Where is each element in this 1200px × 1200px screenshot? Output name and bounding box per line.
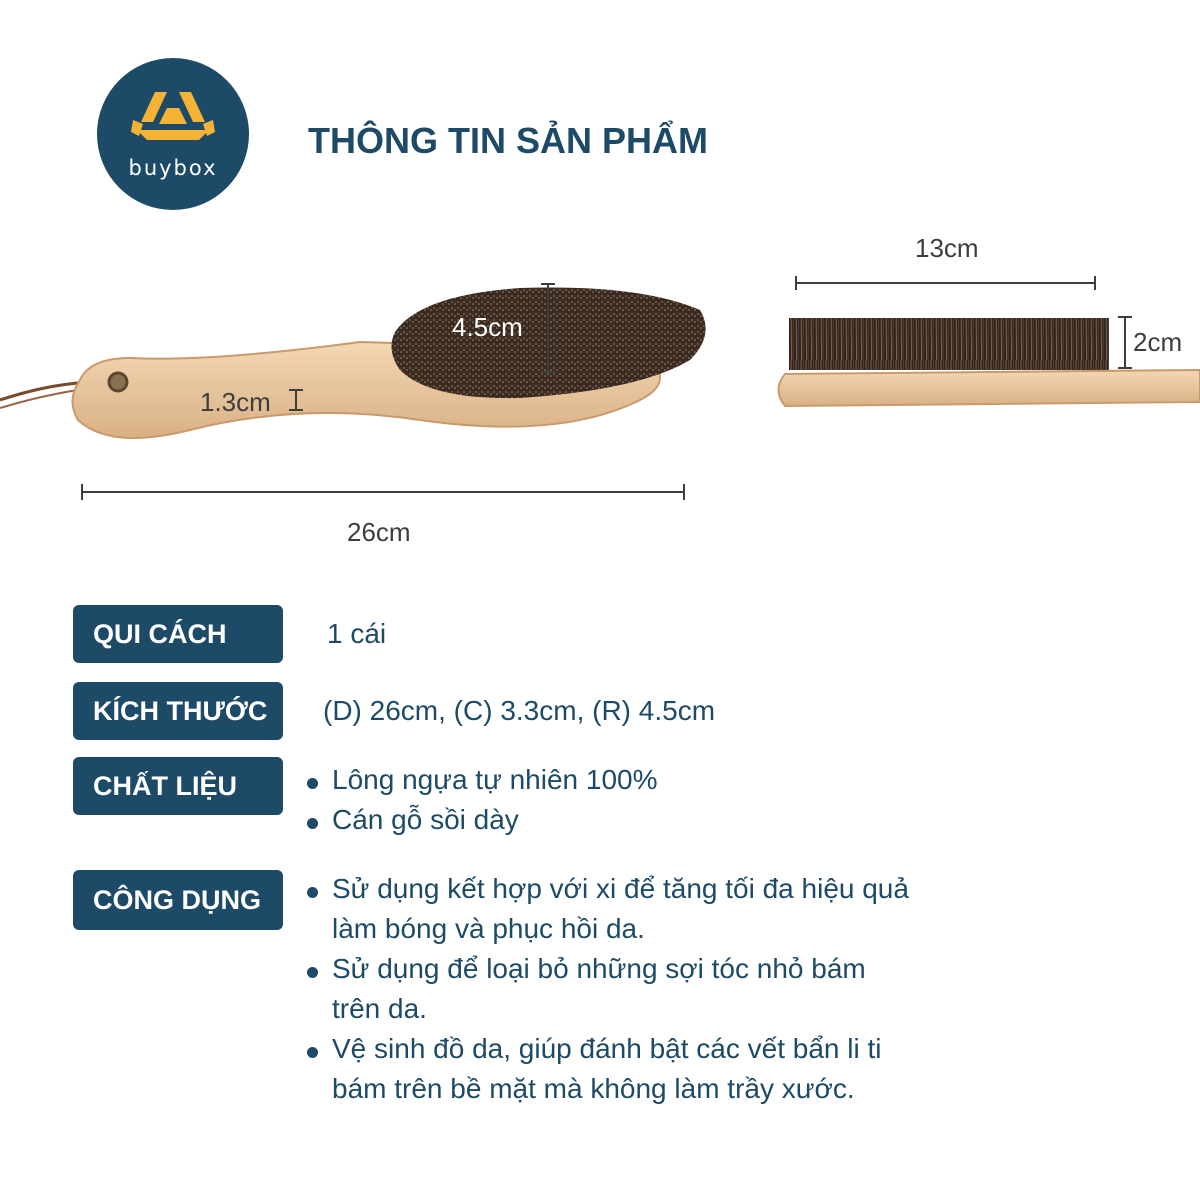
spec-label-material: CHẤT LIỆU (73, 757, 283, 815)
list-item (305, 1029, 909, 1109)
list-item-line: bám trên bề mặt mà không làm trầy xước. (332, 1073, 855, 1104)
list-item: Lông ngựa tự nhiên 100% (305, 760, 658, 800)
product-photos (0, 240, 1200, 560)
list-item: Cán gỗ sồi dày (305, 800, 658, 840)
brush-side-bristles (789, 318, 1109, 370)
dimension-bristle-height: 4.5cm (452, 312, 523, 342)
list-item-line: Sử dụng kết hợp với xi để tăng tối đa hiệu quả (332, 873, 909, 904)
brand-logo (97, 58, 249, 210)
total-length-marker (82, 484, 684, 500)
material-list (305, 760, 658, 840)
list-item-line: trên da. (332, 993, 427, 1024)
dimension-bristle-length: 2cm (1133, 327, 1183, 357)
dimension-total-length: 26cm (347, 517, 411, 547)
brand-name: buybox (128, 156, 218, 180)
buybox-triangle-logo-icon (97, 58, 249, 210)
list-item (305, 949, 909, 1029)
head-length-marker (796, 276, 1095, 290)
page-title: THÔNG TIN SẢN PHẨM (308, 120, 708, 161)
bristle-length-marker (1118, 317, 1132, 368)
dimension-handle-thickness: 1.3cm (200, 387, 271, 417)
usage-list (305, 869, 909, 1109)
brush-side-base (779, 370, 1200, 406)
spec-label-usage: CÔNG DỤNG (73, 870, 283, 930)
spec-value-packaging: 1 cái (327, 618, 387, 649)
list-item (305, 869, 909, 949)
dimension-head-length: 13cm (915, 233, 979, 263)
list-item-line: làm bóng và phục hồi da. (332, 913, 645, 944)
list-item-line: Vệ sinh đồ da, giúp đánh bật các vết bẩn li ti (332, 1033, 882, 1064)
spec-value-size: (D) 26cm, (C) 3.3cm, (R) 4.5cm (323, 695, 716, 726)
spec-label-packaging: QUI CÁCH (73, 605, 283, 663)
hanging-hole (109, 373, 127, 391)
list-item-line: Sử dụng để loại bỏ những sợi tóc nhỏ bám (332, 953, 866, 984)
spec-label-size: KÍCH THƯỚC (73, 682, 283, 740)
